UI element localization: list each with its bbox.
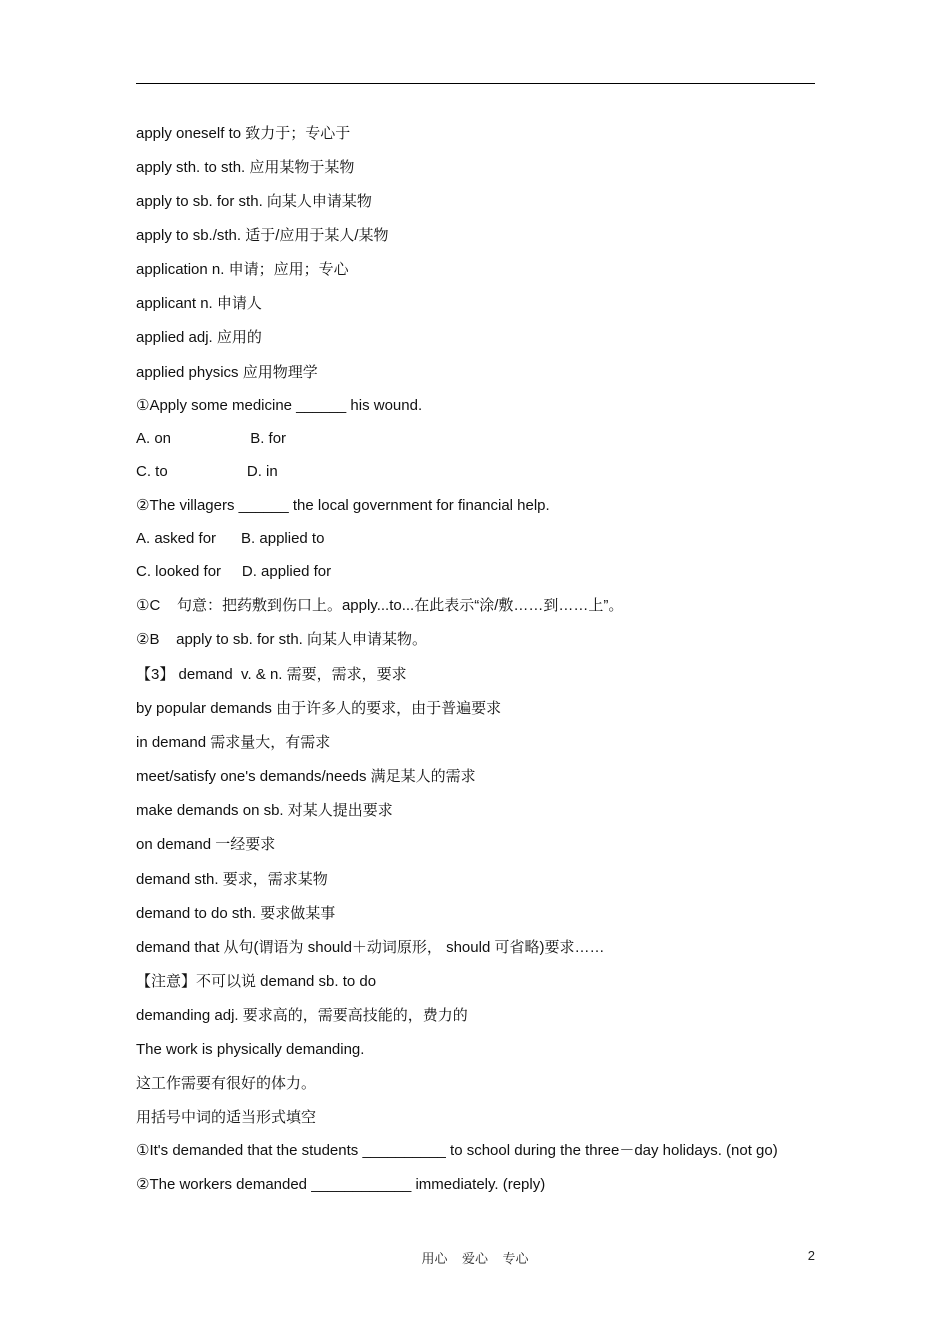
section-heading: 【3】 demand v. & n. 需要，需求，要求 xyxy=(136,666,407,683)
text-line: by popular demands 由于许多人的要求，由于普遍要求 xyxy=(136,700,502,717)
question-line: ②The villagers ______ the local government for financial help. xyxy=(136,497,550,514)
text-line: demand to do sth. 要求做某事 xyxy=(136,905,336,922)
text-line: The work is physically demanding. xyxy=(136,1041,365,1058)
text-line: apply to sb. for sth. 向某人申请某物 xyxy=(136,193,372,210)
text-line: apply sth. to sth. 应用某物于某物 xyxy=(136,159,355,176)
text-line: application n. 申请；应用；专心 xyxy=(136,261,349,278)
text-line: make demands on sb. 对某人提出要求 xyxy=(136,802,393,819)
option-line: A. on B. for xyxy=(136,430,287,447)
answer-line: ②B apply to sb. for sth. 向某人申请某物。 xyxy=(136,631,428,648)
text-line: apply oneself to 致力于；专心于 xyxy=(136,125,351,142)
exercise-instruction: 用括号中词的适当形式填空 xyxy=(136,1109,317,1126)
answer-line: ①C 句意：把药敷到伤口上。apply...to...在此表示“涂/敷……到……上”。 xyxy=(136,597,624,614)
question-line: ①It's demanded that the students __________ to school during the three－day holidays. (not go) xyxy=(136,1142,778,1159)
text-line: demanding adj. 要求高的，需要高技能的，费力的 xyxy=(136,1007,468,1024)
question-line: ①Apply some medicine ______ his wound. xyxy=(136,397,423,414)
option-line: C. to D. in xyxy=(136,463,278,480)
footer-motto: 用心 爱心 专心 xyxy=(421,1251,529,1266)
text-line: on demand 一经要求 xyxy=(136,836,276,853)
text-line: 这工作需要有很好的体力。 xyxy=(136,1075,317,1092)
header-rule xyxy=(136,83,815,84)
text-line: demand that 从句(谓语为 should＋动词原形， should 可省略)要求…… xyxy=(136,939,605,956)
text-line: applied adj. 应用的 xyxy=(136,329,262,346)
question-line: ②The workers demanded ____________ immediately. (reply) xyxy=(136,1176,546,1193)
option-line: C. looked for D. applied for xyxy=(136,563,332,580)
text-line: meet/satisfy one's demands/needs 满足某人的需求 xyxy=(136,768,476,785)
text-line: apply to sb./sth. 适于/应用于某人/某物 xyxy=(136,227,389,244)
text-line: demand sth. 要求，需求某物 xyxy=(136,871,328,888)
text-line: applicant n. 申请人 xyxy=(136,295,262,312)
note-line: 【注意】不可以说 demand sb. to do xyxy=(136,973,377,990)
text-line: applied physics 应用物理学 xyxy=(136,364,318,381)
page-number: 2 xyxy=(807,1248,815,1263)
text-line: in demand 需求量大，有需求 xyxy=(136,734,331,751)
option-line: A. asked for B. applied to xyxy=(136,530,325,547)
